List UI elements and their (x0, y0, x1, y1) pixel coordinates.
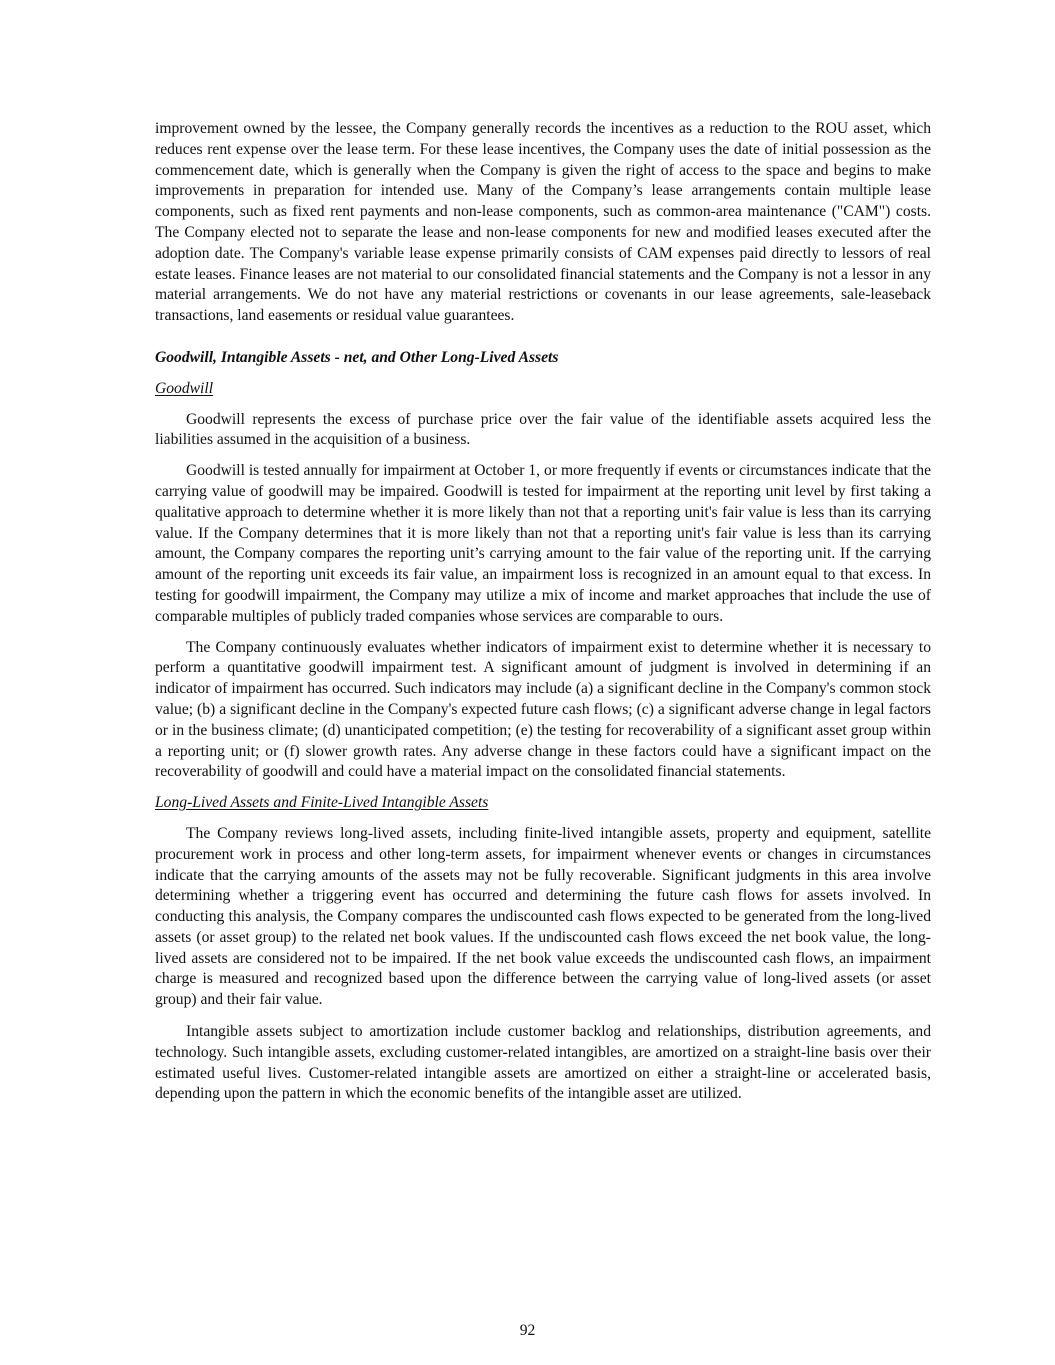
page-content (155, 119, 931, 1115)
subheading-long-lived-assets: Long-Lived Assets and Finite-Lived Intangible Assets (155, 794, 489, 812)
subheading-goodwill: Goodwill (155, 379, 214, 397)
section-heading-goodwill-intangibles: Goodwill, Intangible Assets - net, and Other Long-Lived Assets (155, 348, 559, 366)
page-number: 92 (519, 1322, 536, 1339)
goodwill-paragraph-testing: Goodwill is tested annually for impairment at October 1, or more frequently if events or circumstances indicate that the carrying value of goodwill may be impaired. Goodwill is tested for impairment at the reporting unit level by first taking a qualitative approach to determine whether it is more likely than not that a reporting unit's fair value is less than its carrying value. If the Company determines that it is more likely than not that a reporting unit's fair value is less than its carrying amount, the Company compares the reporting unit’s carrying amount to the fair value of the reporting unit. If the carrying amount of the reporting unit exceeds its fair value, an impairment loss is recognized in an amount equal to that excess. In testing for goodwill impairment, the Company may utilize a mix of income and market approaches that include the use of comparable multiples of publicly traded companies whose services are comparable to ours. (155, 462, 931, 625)
long-lived-paragraph-impairment: The Company reviews long-lived assets, including finite-lived intangible assets, property and equipment, satellite procurement work in process and other long-term assets, for impairment whenever events or changes in circumstances indicate that the carrying amounts of the assets may not be fully recoverable. Significant judgments in this area involve determining whether a triggering event has occurred and determining the future cash flows for assets involved. In conducting this analysis, the Company compares the undiscounted cash flows expected to be generated from the long-lived assets (or asset group) to the related net book values. If the undiscounted cash flows exceed the net book value, the long-lived assets are considered not to be impaired. If the net book value exceeds the undiscounted cash flows, an impairment charge is measured and recognized based upon the difference between the carrying value of long-lived assets (or asset group) and their fair value. (155, 824, 931, 1009)
goodwill-paragraph-indicators: The Company continuously evaluates whether indicators of impairment exist to determine whether it is necessary to perform a quantitative goodwill impairment test. A significant amount of judgment is involved in determining if an indicator of impairment has occurred. Such indicators may include (a) a significant decline in the Company's common stock value; (b) a significant decline in the Company's expected future cash flows; (c) a significant adverse change in legal factors or in the business climate; (d) unanticipated competition; (e) the testing for recoverability of a significant asset group within a reporting unit; or (f) slower growth rates. Any adverse change in these factors could have a significant impact on the recoverability of goodwill and could have a material impact on the consolidated financial statements. (155, 638, 931, 781)
long-lived-paragraph-amortization: Intangible assets subject to amortization include customer backlog and relationships, distribution agreements, and technology. Such intangible assets, excluding customer-related intangibles, are amortized on a straight-line basis over their estimated useful lives. Customer-related intangible assets are amortized on either a straight-line or accelerated basis, depending upon the pattern in which the economic benefits of the intangible asset are utilized. (155, 1023, 931, 1103)
goodwill-paragraph-definition: Goodwill represents the excess of purchase price over the fair value of the identifiable assets acquired less the liabilities assumed in the acquisition of a business. (155, 410, 931, 449)
lease-paragraph: improvement owned by the lessee, the Company generally records the incentives as a reduction to the ROU asset, which reduces rent expense over the lease term. For these lease incentives, the Company uses the date of initial possession as the commencement date, which is generally when the Company is given the right of access to the space and begins to make improvements in preparation for intended use. Many of the Company’s lease arrangements contain multiple lease components, such as fixed rent payments and non-lease components, such as common-area maintenance ("CAM") costs. The Company elected not to separate the lease and non-lease components for new and modified leases executed after the adoption date. The Company's variable lease expense primarily consists of CAM expenses paid directly to lessors of real estate leases. Finance leases are not material to our consolidated financial statements and the Company is not a lessor in any material arrangements. We do not have any material restrictions or covenants in our lease agreements, sale-leaseback transactions, land easements or residual value guarantees. (155, 120, 931, 325)
